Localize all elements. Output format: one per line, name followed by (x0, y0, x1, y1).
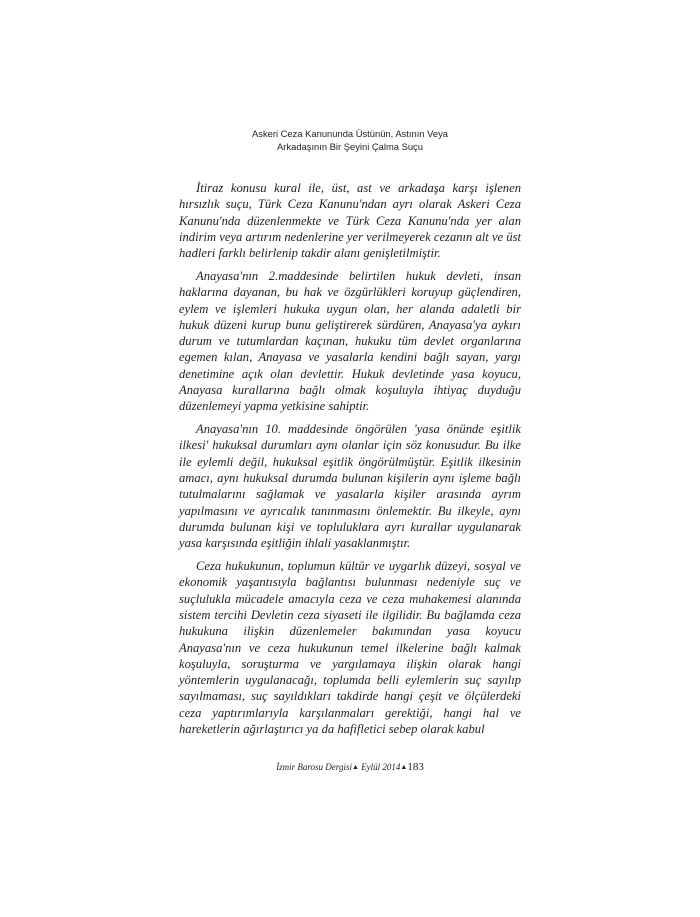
paragraph-4: Ceza hukukunun, toplumun kültür ve uygarlık düzeyi, sosyal ve ekonomik yaşantısıyla bağlantısı bulunması nedeniyle suç ve suçlulukla mücadele amacıyla ceza ve ceza muhakemesi alanında sistem tercihi Devletin ceza siyaseti ile ilgilidir. Bu bağlamda ceza hukukuna ilişkin düzenlemeler bakımından yasa koyucu Anayasa'nın ve ceza hukukunun temel ilkelerine bağlı kalmak koşuluyla, soruşturma ve yargılamaya ilişkin olarak hangi yöntemlerin uygulanacağı, toplumda belli eylemlerin suç sayılıp sayılmaması, suç sayıldıkları takdirde hangi çeşit ve ölçülerdeki ceza yaptırımlarıyla karşılanmaları gerektiği, hangi hal ve hareketlerin ağırlaştırıcı ya da hafifletici sebep olarak kabul (179, 559, 521, 736)
page-number: 183 (407, 761, 424, 773)
paragraph-1: İtiraz konusu kural ile, üst, ast ve arkadaşa karşı işlenen hırsızlık suçu, Türk Ceza Kanunu'ndan ayrı olarak Askeri Ceza Kanunu'nda düzenlenmekte ve Türk Ceza Kanunu'nda yer alan indirim veya artırım nedenlerine yer verilmeyerek cezanın alt ve üst hadleri farklı belirlenip takdir alanı genişletilmiştir. (179, 181, 521, 261)
journal-name: İzmir Barosu Dergisi (276, 762, 352, 772)
running-header-line-2: Arkadaşının Bir Şeyini Çalma Suçu (277, 141, 423, 152)
separator-triangle-icon: ▲ (400, 763, 408, 771)
running-header (0, 127, 700, 153)
paragraph-2: Anayasa'nın 2.maddesinde belirtilen hukuk devleti, insan haklarına dayanan, bu hak ve özgürlükleri koruyup güçlendiren, eylem ve işlemleri hukuka uygun olan, her alanda adaletli bir hukuk düzeni kurup bunu geliştirerek sürdüren, Anayasa'ya aykırı durum ve tutumlardan kaçınan, hukuku tüm devlet organlarına egemen kılan, Anayasa ve yasalarla kendini bağlı sayan, yargı denetimine açık olan devlettir. Hukuk devletinde yasa koyucu, Anayasa kurallarına bağlı olmak koşuluyla ihtiyaç duyduğu düzenlemeyi yapma yetkisine sahiptir. (179, 268, 521, 414)
running-header-line-1: Askeri Ceza Kanununda Üstünün, Astının Veya (252, 128, 448, 139)
page-footer (0, 761, 700, 773)
article-body (179, 180, 521, 744)
paragraph-3: Anayasa'nın 10. maddesinde öngörülen 'yasa önünde eşitlik ilkesi' hukuksal durumları aynı olanlar için söz konusudur. Bu ilke ile eylemli değil, hukuksal eşitlik öngörülmüştür. Eşitlik ilkesinin amacı, aynı hukuksal durumda bulunan kişilerin aynı işleme bağlı tutulmalarını sağlamak ve yasalarla kişiler arasında ayrım yapılmasını ve ayrıcalık tanınmasını önlemektir. Bu ilkeyle, aynı durumda bulunan kişi ve topluluklara ayrı kurallar uygulanarak yasa karşısında eşitliğin ihlali yasaklanmıştır. (179, 422, 521, 551)
separator-triangle-icon: ▲ (351, 763, 359, 771)
issue-date: Eylül 2014 (361, 762, 401, 772)
